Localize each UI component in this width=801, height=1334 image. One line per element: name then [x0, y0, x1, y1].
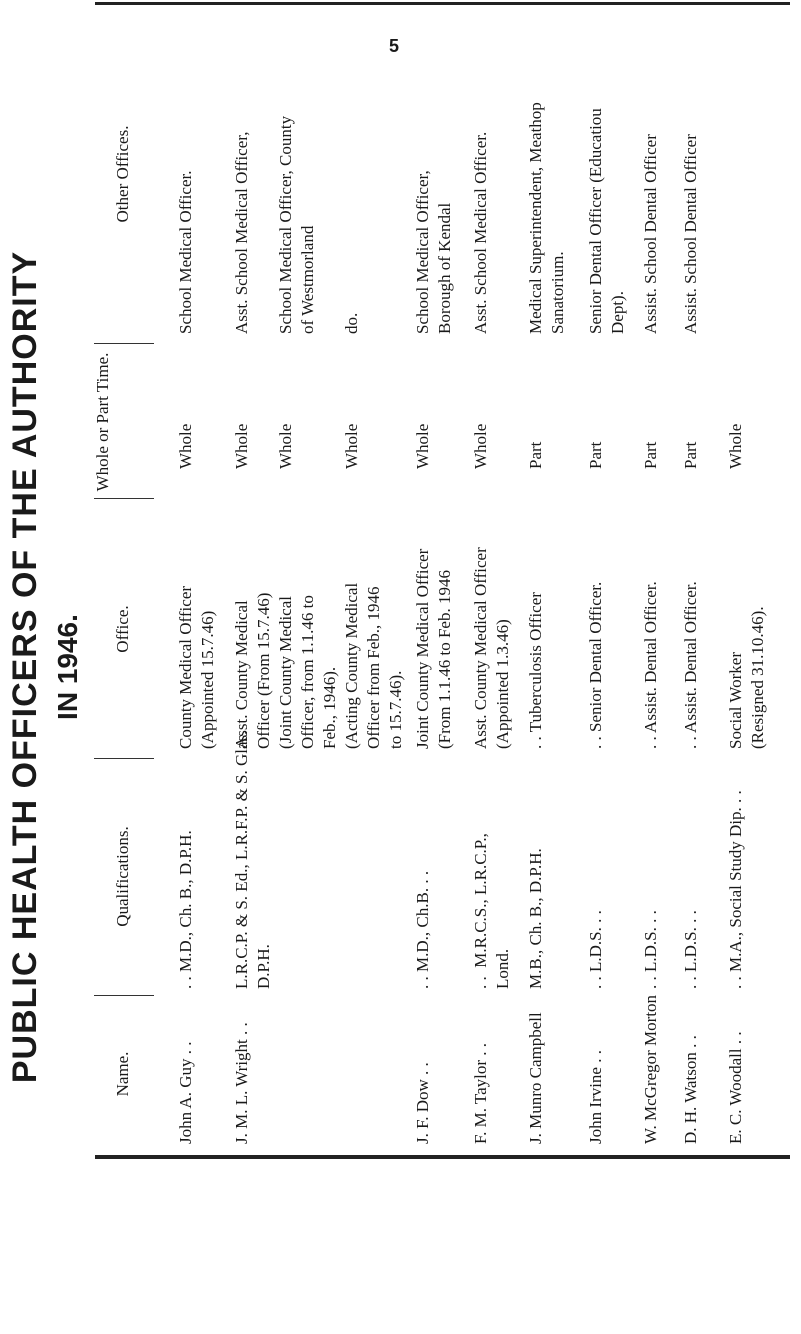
cell-other-offices: Assist. School Dental Officer [681, 134, 700, 334]
cell-time: Part [586, 441, 605, 469]
cell-other-offices: Assist. School Dental Officer [641, 134, 660, 334]
cell-other-offices: Senior Dental Officer (Educatiou Dept). [586, 108, 627, 334]
cell-name: F. M. Taylor . . [471, 1042, 490, 1144]
cell-qualifications: . . M.A., Social Study Dip. . . [726, 790, 745, 989]
cell-office: Asst. County Medical Officer (Appointed 1.3.46) [471, 547, 512, 749]
cell-qualifications: . . M.R.C.S., L.R.C.P., Lond. [471, 833, 512, 989]
header-name: Name. [113, 1051, 132, 1097]
cell-other-offices: School Medical Officer, Borough of Kendal [413, 170, 454, 334]
cell-office: Asst. County Medical Officer (From 15.7.46) (Joint County Medical Officer, from 1.1.46 to Feb., 1946). (Acting County Medical Officer from Feb., 1946 to 15.7.46). [232, 582, 405, 749]
cell-name: E. C. Woodall . . [726, 1031, 745, 1144]
header-other-offices: Other Offices. [113, 125, 132, 223]
cell-name: D. H. Watson . . [681, 1035, 700, 1144]
header-divider [94, 498, 154, 499]
cell-office: . . Assist. Dental Officer. [681, 581, 700, 749]
page-subtitle: IN 1946. [52, 614, 83, 720]
cell-office: . . Senior Dental Officer. [586, 581, 605, 749]
cell-time: Whole Whole Whole [232, 423, 361, 469]
cell-office: . . Assist. Dental Officer. [641, 581, 660, 749]
header-divider [94, 343, 154, 344]
cell-name: John Irvine . . [586, 1050, 605, 1144]
cell-time: Part [641, 441, 660, 469]
cell-office: . . Tuberculosis Officer [526, 592, 545, 749]
header-whole-or-part: Whole or Part Time. [93, 352, 112, 492]
page-title: PUBLIC HEALTH OFFICERS OF THE AUTHORITY [6, 250, 44, 1084]
cell-qualifications: M.B., Ch. B., D.P.H. [526, 848, 545, 989]
cell-qualifications: . . L.D.S. . . [681, 910, 700, 989]
cell-time: Part [681, 441, 700, 469]
header-qualifications: Qualifications. [113, 826, 132, 927]
cell-qualifications: . . M.D., Ch. B., D.P.H. [176, 830, 195, 989]
cell-name: W. McGregor Morton [641, 994, 660, 1144]
cell-time: Whole [176, 423, 195, 469]
cell-time: Whole [726, 423, 745, 469]
cell-name: John A. Guy . . [176, 1041, 195, 1144]
page-number: 5 [389, 36, 400, 56]
cell-time: Part [526, 441, 545, 469]
cell-office: Social Worker (Resigned 31.10.46). [726, 606, 767, 749]
cell-time: Whole [413, 423, 432, 469]
cell-office: County Medical Officer (Appointed 15.7.46) [176, 585, 217, 749]
cell-other-offices: Asst. School Medical Officer. [471, 131, 490, 334]
cell-name: J. F. Dow . . [413, 1062, 432, 1144]
header-office: Office. [113, 605, 132, 653]
cell-qualifications: . . M.D., Ch.B. . . [413, 870, 432, 989]
cell-time: Whole [471, 423, 490, 469]
cell-name: J. Munro Campbell [526, 1012, 545, 1144]
cell-qualifications: L.R.C.P. & S. Ed., L.R.F.P. & S. Glas. D.P.H. [232, 730, 273, 989]
header-divider [94, 758, 154, 759]
cell-other-offices: Asst. School Medical Officer, School Medical Officer, County of Westmorland do. [232, 115, 361, 334]
cell-other-offices: School Medical Officer. [176, 170, 195, 334]
cell-qualifications: . . L.D.S. . . [586, 910, 605, 989]
cell-office: Joint County Medical Officer (From 1.1.46 to Feb. 1946 [413, 548, 454, 749]
cell-name: J. M. L. Wright . . [232, 1022, 251, 1144]
cell-other-offices: Medical Superintendent, Meathop Sanatorium. [526, 102, 567, 334]
header-divider [94, 995, 154, 996]
cell-qualifications: . . L.D.S. . . [641, 910, 660, 989]
